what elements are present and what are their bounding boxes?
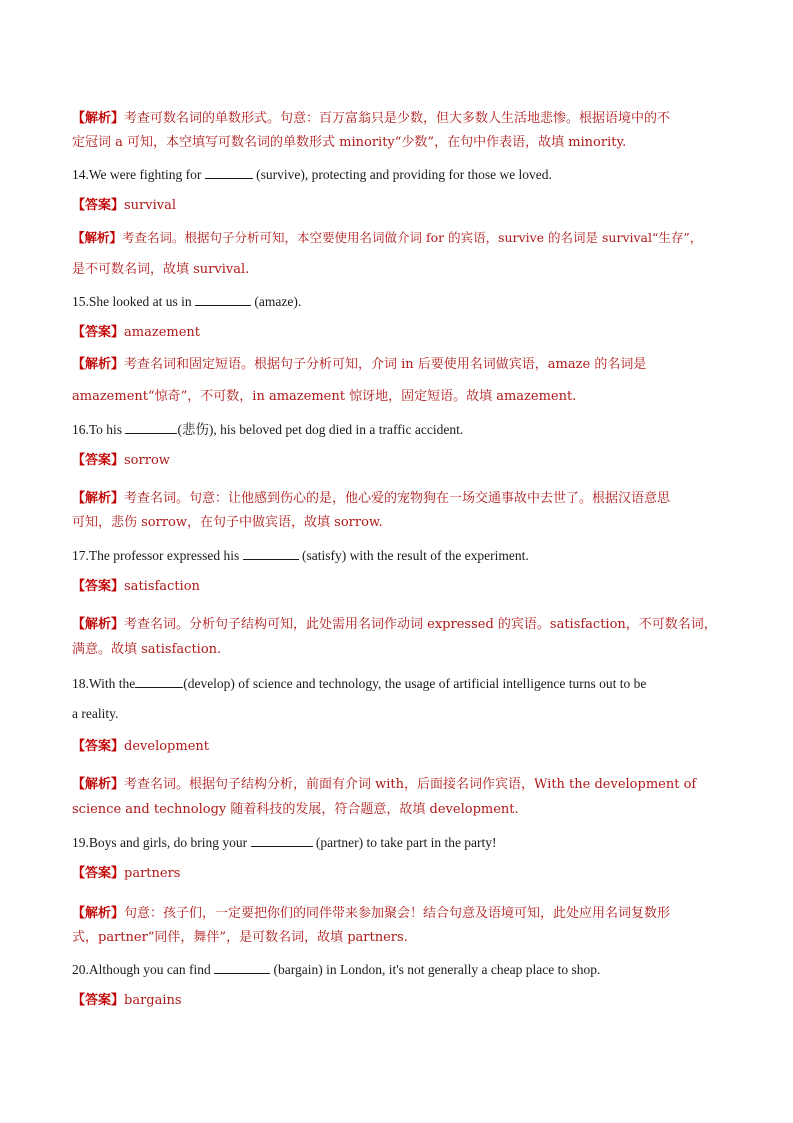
- answer-blank: [135, 674, 183, 688]
- question-18-line1: 18.With the (develop) of science and technology, the usage of artificial intelligence turns out to be: [72, 676, 647, 691]
- analysis-17-line1: 【解析】考查名词。分析句子结构可知，此处需用名词作动词 expressed 的宾语。satisfaction，不可数名词，: [72, 617, 717, 632]
- answer-blank: [125, 420, 177, 434]
- answer-18: 【答案】development: [72, 739, 209, 754]
- answer-16: 【答案】sorrow: [72, 453, 170, 468]
- question-17: 17.The professor expressed his (satisfy) with the result of the experiment.: [72, 548, 529, 563]
- answer-15: 【答案】amazement: [72, 325, 201, 340]
- answer-19: 【答案】partners: [72, 866, 181, 881]
- answer-blank: [205, 165, 253, 179]
- analysis-13-line2: 定冠词 a 可知，本空填写可数名词的单数形式 minority“少数”，在句中作表语，故填 minority.: [72, 135, 627, 150]
- analysis-13-line1: 【解析】考查可数名词的单数形式。句意：百万富翁只是少数，但大多数人生活地悲惨。根据语境中的不: [72, 111, 671, 126]
- answer-blank: [214, 960, 270, 974]
- question-20: 20.Although you can find (bargain) in London, it's not generally a cheap place to shop.: [72, 962, 601, 977]
- answer-blank: [243, 546, 299, 560]
- analysis-18-line2: science and technology 随着科技的发展，符合题意，故填 development.: [72, 802, 519, 817]
- analysis-17-line2: 满意。故填 satisfaction.: [72, 642, 222, 657]
- analysis-14-line1: 【解析】考查名词。根据句子分析可知，本空要使用名词做介词 for 的宾语，survive 的名词是 survival“生存”，: [72, 230, 703, 245]
- question-16: 16.To his (悲伤), his beloved pet dog died in a traffic accident.: [72, 422, 464, 437]
- answer-blank: [251, 833, 313, 847]
- question-19: 19.Boys and girls, do bring your (partner) to take part in the party!: [72, 835, 497, 850]
- analysis-15-line1: 【解析】考查名词和固定短语。根据句子分析可知，介词 in 后要使用名词做宾语，amaze 的名词是: [72, 357, 647, 372]
- question-18-line2: a reality.: [72, 706, 119, 721]
- analysis-19-line1: 【解析】句意：孩子们，一定要把你们的同伴带来参加聚会！结合句意及语境可知，此处应用名词复数形: [72, 906, 671, 921]
- analysis-label: 【解析】: [72, 111, 125, 126]
- analysis-19-line2: 式，partner“同伴，舞伴”，是可数名词，故填 partners.: [72, 930, 408, 945]
- analysis-18-line1: 【解析】考查名词。根据句子结构分析，前面有介词 with，后面接名词作宾语，With the development of: [72, 777, 697, 792]
- question-14: 14.We were fighting for (survive), protecting and providing for those we loved.: [72, 167, 552, 182]
- analysis-14-line2: 是不可数名词，故填 survival.: [72, 262, 250, 277]
- answer-14: 【答案】survival: [72, 198, 177, 213]
- answer-17: 【答案】satisfaction: [72, 579, 200, 594]
- answer-20: 【答案】bargains: [72, 993, 182, 1008]
- analysis-16-line1: 【解析】考查名词。句意：让他感到伤心的是，他心爱的宠物狗在一场交通事故中去世了。根据汉语意思: [72, 491, 671, 506]
- answer-blank: [195, 292, 251, 306]
- analysis-16-line2: 可知，悲伤 sorrow，在句子中做宾语，故填 sorrow.: [72, 515, 383, 530]
- analysis-15-line2: amazement“惊奇”，不可数，in amazement 惊讶地，固定短语。故填 amazement.: [72, 389, 577, 404]
- question-15: 15.She looked at us in (amaze).: [72, 294, 302, 309]
